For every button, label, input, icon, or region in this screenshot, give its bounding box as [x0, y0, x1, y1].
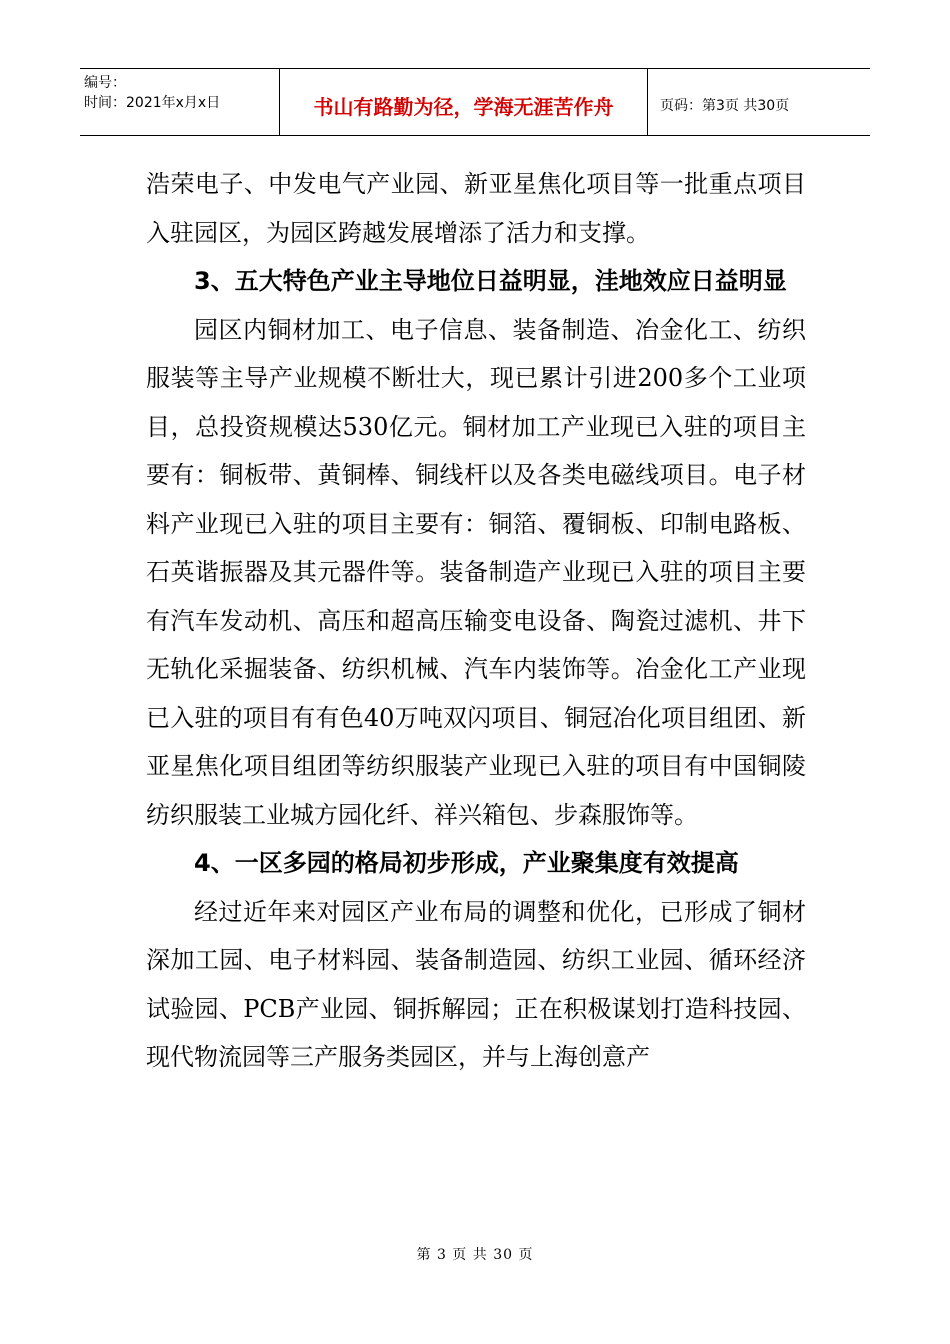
header-page-info: 页码：第3页 共30页	[660, 98, 790, 114]
section-heading-3: 3、五大特色产业主导地位日益明显，洼地效应日益明显	[194, 267, 787, 295]
header-meta-cell	[80, 69, 280, 135]
paragraph-section-4: 经过近年来对园区产业布局的调整和优化，已形成了铜材深加工园、电子材料园、装备制造园、纺织工业园、循环经济试验园、PCB产业园、铜拆解园；正在积极谋划打造科技园、现代物流园等三产服务类园区，并与上海创意产	[146, 897, 806, 1071]
document-body	[146, 160, 806, 1082]
paragraph-section-3: 园区内铜材加工、电子信息、装备制造、冶金化工、纺织服装等主导产业规模不断壮大，现已累计引进200多个工业项目，总投资规模达530亿元。铜材加工产业现已入驻的项目主要有：铜板带、黄铜棒、铜线杆以及各类电磁线项目。电子材料产业现已入驻的项目主要有：铜箔、覆铜板、印制电路板、石英谐振器及其元器件等。装备制造产业现已入驻的项目主要有汽车发动机、高压和超高压输变电设备、陶瓷过滤机、井下无轨化采掘装备、纺织机械、汽车内装饰等。冶金化工产业现已入驻的项目有有色40万吨双闪项目、铜冠冶化项目组团、新亚星焦化项目组团等纺织服装产业现已入驻的项目有中国铜陵纺织服装工业城方园化纤、祥兴箱包、步森服饰等。	[146, 315, 806, 829]
header-motto: 书山有路勤为径，学海无涯苦作舟	[280, 69, 648, 135]
page-footer: 第 3 页 共 30 页	[416, 1247, 534, 1263]
paragraph-continued: 浩荣电子、中发电气产业园、新亚星焦化项目等一批重点项目入驻园区，为园区跨越发展增添了活力和支撑。	[146, 170, 806, 247]
serial-label: 编号：	[84, 75, 126, 91]
section-heading-4: 4、一区多园的格局初步形成，产业聚集度有效提高	[194, 849, 739, 877]
document-header	[80, 68, 870, 136]
time-label: 时间：2021年x月x日	[84, 95, 221, 111]
